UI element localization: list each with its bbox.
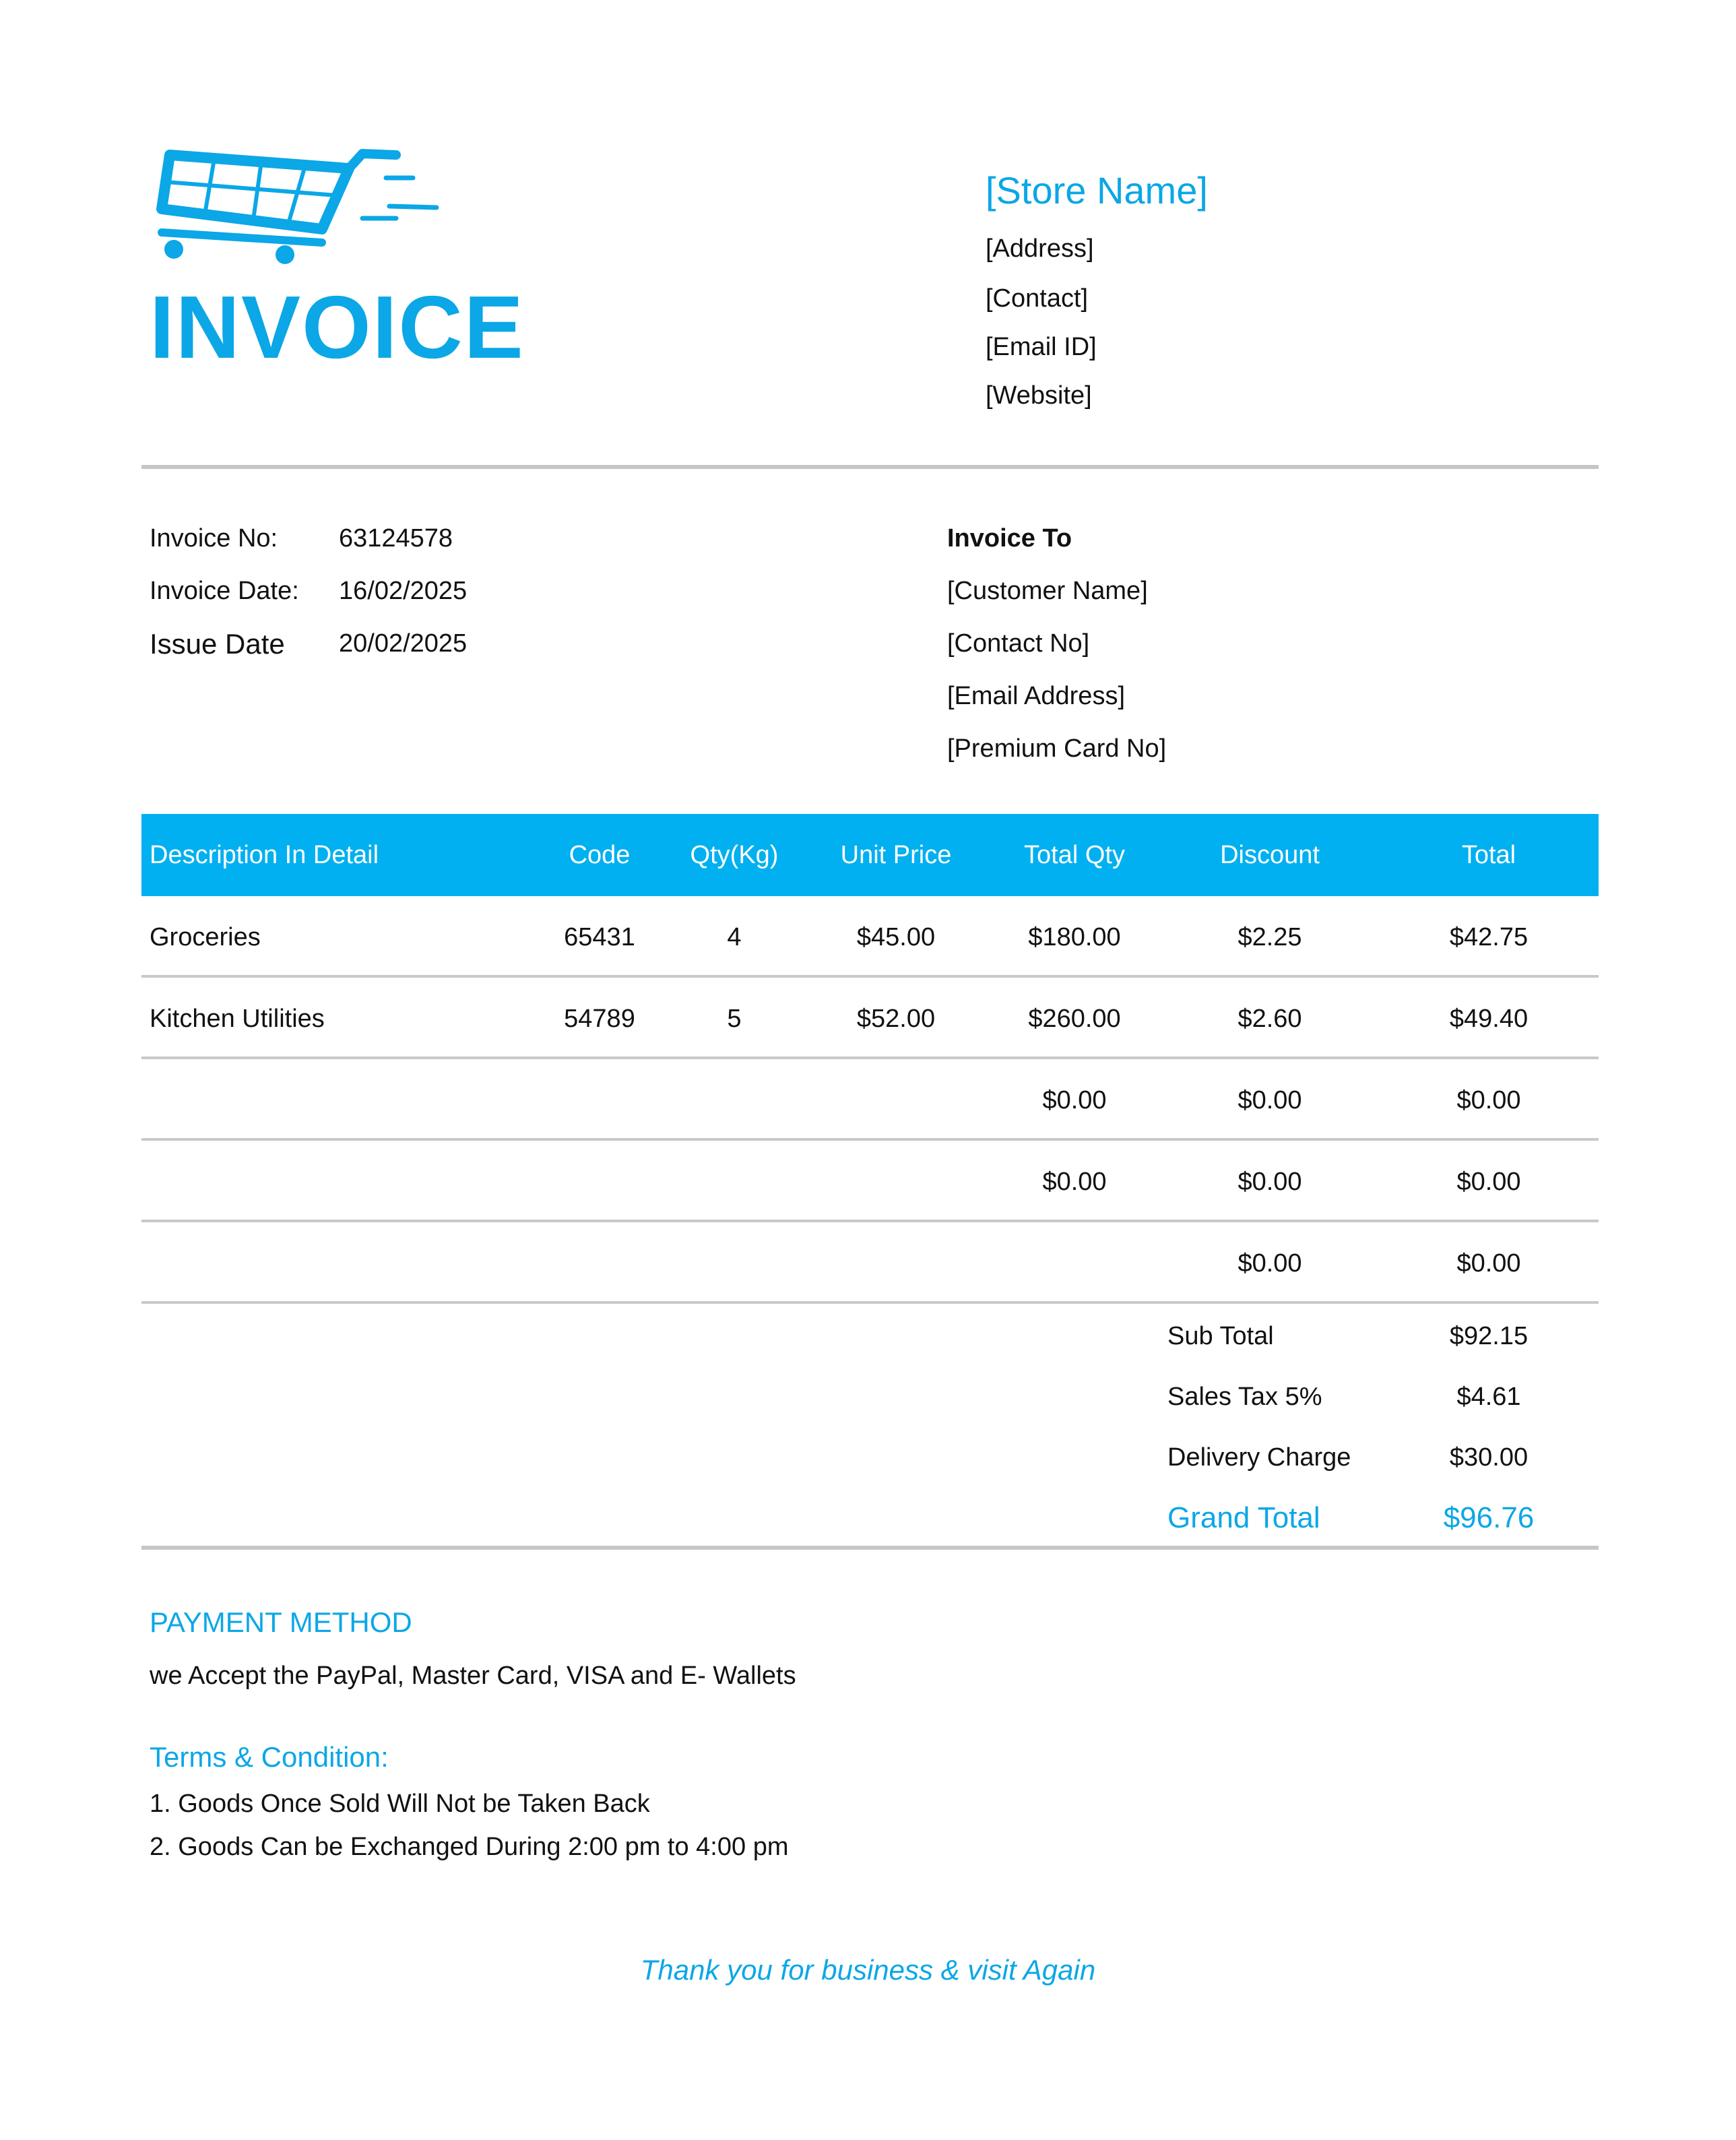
cell-unit-price: $45.00	[856, 923, 936, 951]
store-website: [Website]	[986, 381, 1092, 410]
table-row	[141, 1141, 1599, 1222]
col-header: Code	[569, 841, 631, 869]
invoice-to-heading: Invoice To	[947, 524, 1072, 553]
col-header: Description In Detail	[150, 841, 379, 869]
invoice-date-label: Invoice Date:	[150, 577, 299, 605]
customer-name: [Customer Name]	[947, 577, 1148, 605]
cell-description: Groceries	[150, 923, 261, 951]
col-header: Total Qty	[1024, 841, 1125, 869]
table-row	[141, 896, 1599, 978]
thank-you-note: Thank you for business & visit Again	[640, 1954, 1096, 1986]
cell-total: $49.40	[1449, 1005, 1529, 1033]
cell-total-qty: $0.00	[1042, 1086, 1107, 1114]
cell-code: 65431	[564, 923, 635, 951]
grand-total-label: Grand Total	[1167, 1501, 1320, 1534]
invoice-title: INVOICE	[150, 278, 525, 377]
terms-item: 1. Goods Once Sold Will Not be Taken Back	[150, 1790, 650, 1818]
summary-divider	[141, 1546, 1599, 1550]
payment-method-text: we Accept the PayPal, Master Card, VISA and E- Wallets	[150, 1662, 796, 1690]
sales-tax-value: $4.61	[1456, 1383, 1521, 1411]
invoice-no-label: Invoice No:	[150, 524, 278, 553]
terms-heading: Terms & Condition:	[150, 1741, 389, 1773]
customer-contact: [Contact No]	[947, 629, 1090, 658]
col-header: Qty(Kg)	[690, 841, 779, 869]
delivery-charge-value: $30.00	[1449, 1443, 1529, 1472]
store-address: [Address]	[986, 234, 1094, 263]
cell-total: $0.00	[1456, 1168, 1521, 1196]
store-email: [Email ID]	[986, 333, 1097, 361]
cell-total-qty: $0.00	[1042, 1168, 1107, 1196]
customer-email: [Email Address]	[947, 682, 1125, 710]
delivery-charge-label: Delivery Charge	[1167, 1443, 1351, 1472]
cell-code: 54789	[564, 1005, 635, 1033]
cell-total-qty: $260.00	[1028, 1005, 1121, 1033]
sub-total-label: Sub Total	[1167, 1322, 1274, 1350]
issue-date: 20/02/2025	[339, 629, 468, 658]
cell-total: $42.75	[1449, 923, 1529, 951]
cell-discount: $0.00	[1237, 1086, 1302, 1114]
table-row	[141, 1059, 1599, 1141]
premium-card: [Premium Card No]	[947, 734, 1167, 763]
cell-discount: $2.25	[1237, 923, 1302, 951]
cell-total-qty: $180.00	[1028, 923, 1121, 951]
cell-discount: $2.60	[1237, 1005, 1302, 1033]
cell-description: Kitchen Utilities	[150, 1005, 325, 1033]
invoice-date: 16/02/2025	[339, 577, 468, 605]
col-header: Unit Price	[840, 841, 952, 869]
cell-discount: $0.00	[1237, 1168, 1302, 1196]
table-row	[141, 978, 1599, 1059]
grand-total-value: $96.76	[1443, 1501, 1535, 1534]
col-header: Discount	[1220, 841, 1320, 869]
table-header	[141, 814, 1599, 896]
sales-tax-label: Sales Tax 5%	[1167, 1383, 1322, 1411]
row-divider	[141, 1301, 1599, 1304]
cell-qty: 4	[727, 923, 742, 951]
cell-total: $0.00	[1456, 1086, 1521, 1114]
cell-qty: 5	[727, 1005, 742, 1033]
store-contact: [Contact]	[986, 284, 1089, 313]
table-row	[141, 1222, 1599, 1304]
cell-unit-price: $52.00	[856, 1005, 936, 1033]
payment-method-heading: PAYMENT METHOD	[150, 1606, 412, 1638]
cell-total: $0.00	[1456, 1249, 1521, 1278]
invoice-no: 63124578	[339, 524, 453, 553]
shopping-cart-icon	[154, 148, 450, 266]
terms-item: 2. Goods Can be Exchanged During 2:00 pm to 4:00 pm	[150, 1833, 789, 1861]
header-divider	[141, 465, 1599, 469]
store-name: [Store Name]	[986, 169, 1208, 212]
cell-discount: $0.00	[1237, 1249, 1302, 1278]
sub-total-value: $92.15	[1449, 1322, 1529, 1350]
col-header: Total	[1461, 841, 1516, 869]
issue-date-label: Issue Date	[150, 628, 285, 660]
